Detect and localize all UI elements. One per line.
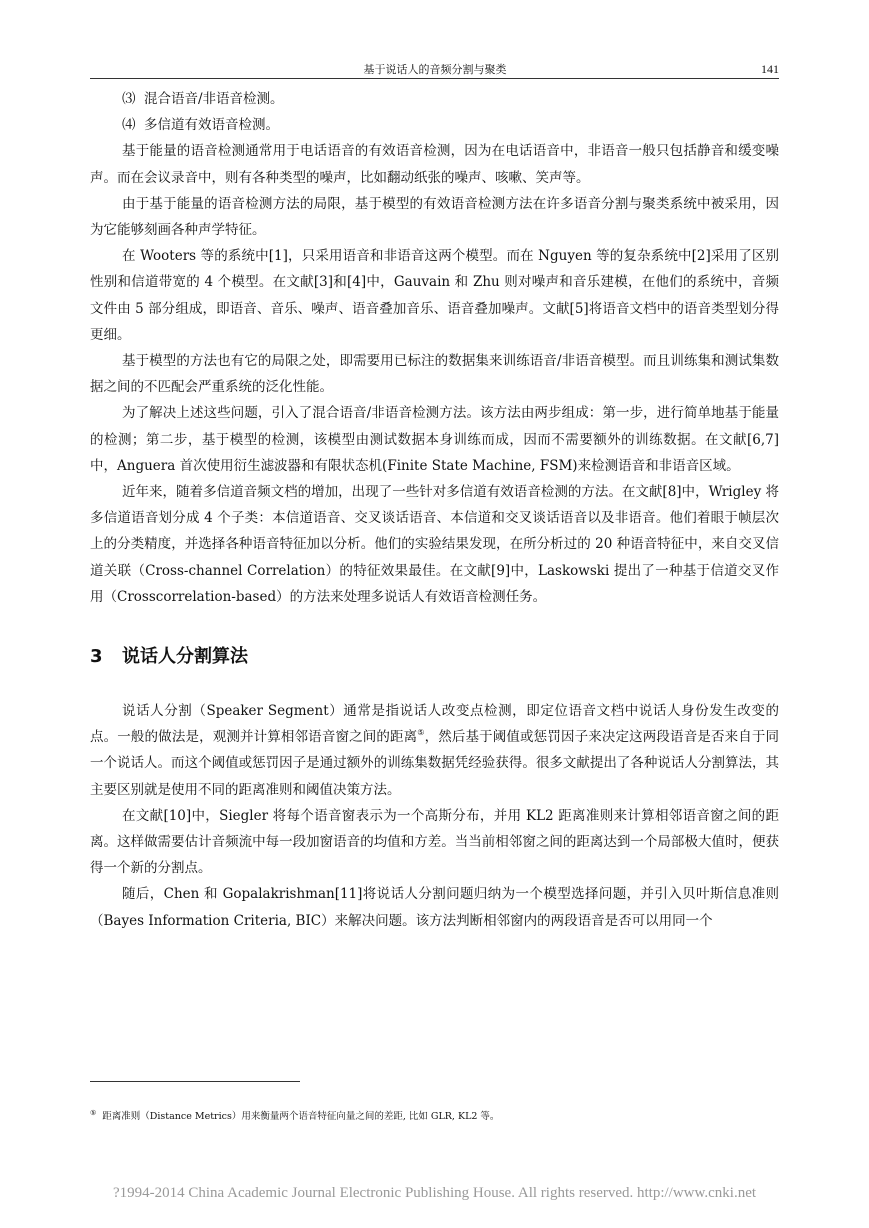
running-title: 基于说话人的音频分割与聚类 xyxy=(363,63,507,76)
footnote-mark: ⑤ xyxy=(90,1109,97,1117)
list-item-text: 混合语音/非语音检测。 xyxy=(144,91,284,107)
list-item-text: 多信道有效语音检测。 xyxy=(144,117,279,134)
paragraph-hybrid-detection: 为了解决上述这些问题，引入了混合语音/非语音检测方法。该方法由两步组成：第一步，进行简单地基于能量的检测；第二步，基于模型的检测，该模型由测试数据本身训练而成，因而不需要额外的训练数据。在文献[6,7]中，Anguera 首次使用衍生滤波器和有限状态机(Finite State Machine, FSM)来检测语音和非语音区域。 xyxy=(90,405,779,474)
copyright-watermark: ?1994-2014 China Academic Journal Electronic Publishing House. All rights reserved. http://www.cnki.net xyxy=(112,1185,757,1201)
section-title: 说话人分割算法 xyxy=(122,646,248,668)
paragraph-text: ，然后基于阈值或惩罚因子来决定这两段语音是否来自于同一个说话人。而这个阈值或惩罚因子是通过额外的训练集数据凭经验获得。很多文献提出了各种说话人分割算法，其主要区别就是使用不同的距离准则和阈值决策方法。 xyxy=(90,729,780,798)
list-item xyxy=(90,86,779,112)
list-item-number: ⑶ xyxy=(122,91,136,107)
main-body xyxy=(90,86,779,934)
footnote xyxy=(90,1106,779,1124)
paragraph-text: 说话人分割（Speaker Segment）通常是指说话人改变点检测，即定位语音文档中说话人身份发生改变的点。一般的做法是，观测并计算相邻语音窗之间的距离 xyxy=(90,703,779,746)
paragraph-speaker-segment xyxy=(90,698,779,803)
paragraph-model-systems: 在 Wooters 等的系统中[1]，只采用语音和非语音这两个模型。而在 Nguyen 等的复杂系统中[2]采用了区别性别和信道带宽的 4 个模型。在文献[3]和[4]中，Gauvain 和 Zhu 则对噪声和音乐建模，在他们的系统中，音频文件由 5 部分组成，即语音、音乐、噪声、语音叠加音乐、语音叠加噪声。文献[5]将语音文档中的语音类型划分得更细。 xyxy=(90,248,779,343)
paragraph-energy-detection: 基于能量的语音检测通常用于电话语音的有效语音检测，因为在电话语音中，非语音一般只包括静音和缓变噪声。而在会议录音中，则有各种类型的噪声，比如翻动纸张的噪声、咳嗽、笑声等。 xyxy=(90,143,779,186)
footnote-rule xyxy=(90,1081,300,1082)
footnote-text: 距离准则（Distance Metrics）用来衡量两个语音特征向量之间的差距, 比如 GLR, KL2 等。 xyxy=(102,1111,500,1122)
header-rule xyxy=(90,78,779,79)
paragraph-siegler: 在文献[10]中，Siegler 将每个语音窗表示为一个高斯分布，并用 KL2 距离准则来计算相邻语音窗之间的距离。这样做需要估计音频流中每一段加窗语音的均值和方差。当当前相邻窗之间的距离达到一个局部极大值时，便获得一个新的分割点。 xyxy=(90,807,779,877)
footnote-reference: ⑤ xyxy=(417,728,425,738)
section-number: 3 xyxy=(90,646,103,668)
page-number: 141 xyxy=(761,62,779,76)
list-item-number: ⑷ xyxy=(122,117,136,134)
paragraph-chen-bic: 随后，Chen 和 Gopalakrishman[11]将说话人分割问题归纳为一个模型选择问题，并引入贝叶斯信息准则（Bayes Information Criteria, BIC）来解决问题。该方法判断相邻窗内的两段语音是否可以用同一个 xyxy=(90,886,779,929)
paragraph-model-limits: 基于模型的方法也有它的局限之处，即需要用已标注的数据集来训练语音/非语音模型。而且训练集和测试集数据之间的不匹配会严重系统的泛化性能。 xyxy=(90,353,779,396)
paragraph-model-detection: 由于基于能量的语音检测方法的局限，基于模型的有效语音检测方法在许多语音分割与聚类系统中被采用，因为它能够刻画各种声学特征。 xyxy=(90,195,779,239)
list-item xyxy=(90,112,779,138)
paragraph-multichannel-detection: 近年来，随着多信道音频文档的增加，出现了一些针对多信道有效语音检测的方法。在文献[8]中，Wrigley 将多信道语音划分成 4 个子类：本信道语音、交叉谈话语音、本信道和交叉谈话语音以及非语音。他们着眼于帧层次上的分类精度，并选择各种语音特征加以分析。他们的实验结果发现，在所分析过的 20 种语音特征中，来自交叉信道关联（Cross-channel Correlation）的特征效果最佳。在文献[9]中，Laskowski 提出了一种基于信道交叉作用（Crosscorrelation-based）的方法来处理多说话人有效语音检测任务。 xyxy=(90,484,779,605)
section-heading xyxy=(90,644,779,670)
